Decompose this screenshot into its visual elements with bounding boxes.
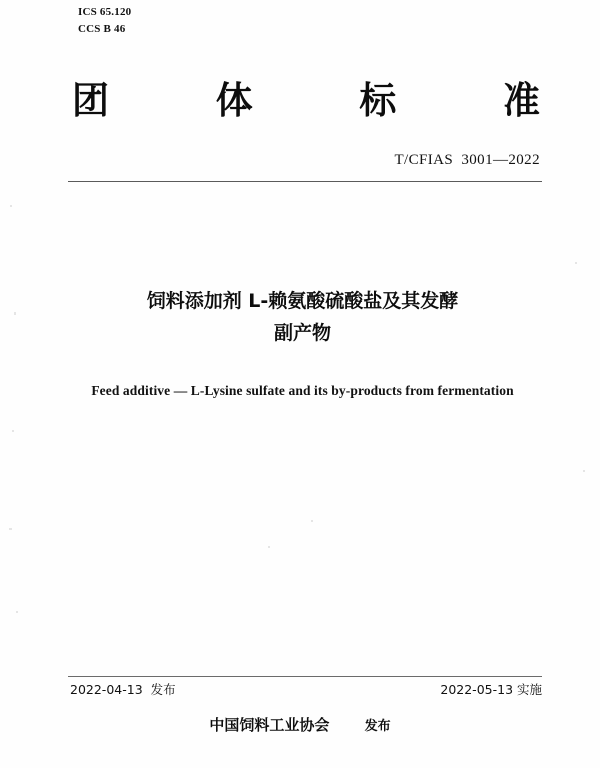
scan-speck [10,205,12,207]
scan-speck [268,546,270,548]
scan-speck [583,470,585,472]
standard-number: T/CFIAS 3001—2022 [394,152,540,168]
cover-heading-char-3: 标 [359,79,397,122]
publisher-row [0,714,600,735]
ccs-code: CCS B 46 [78,23,126,35]
publisher-name: 中国饲料工业协会 [209,716,330,734]
cover-heading-char-4: 准 [502,79,540,122]
publisher-action: 发布 [364,719,391,734]
scan-speck [12,430,14,432]
cover-heading-char-1: 团 [72,79,109,122]
scan-speck [9,528,12,530]
effective-date: 2022-05-13 实施 [440,682,542,697]
scan-speck [14,312,16,315]
scan-speck [575,262,577,264]
page-title-line-2: 副产物 [273,322,331,344]
issue-date: 2022-04-13 发布 [70,682,176,697]
page-subtitle-english: Feed additive — L-Lysine sulfate and its by-products from fermentation [91,383,514,398]
divider-top [68,181,542,182]
cover-heading [72,78,540,124]
scan-speck [16,611,18,613]
page-title [60,285,545,349]
page-title-line-1: 饲料添加剂 L-赖氨酸硫酸盐及其发酵 [146,290,459,312]
date-row [70,680,542,698]
cover-heading-char-2: 体 [215,79,253,122]
classification-codes [78,4,131,38]
divider-bottom [68,676,542,677]
scan-speck [311,520,313,522]
ics-code: ICS 65.120 [78,6,132,18]
